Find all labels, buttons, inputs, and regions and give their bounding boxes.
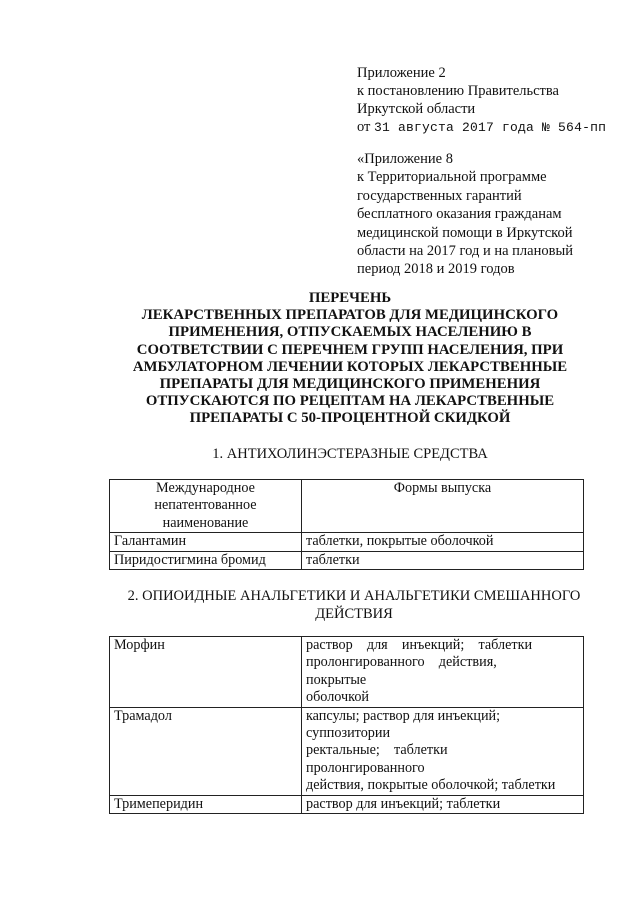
annex-line: государственных гарантий: [357, 187, 522, 204]
table-row: [110, 637, 584, 708]
header-line: наименование: [162, 514, 249, 531]
section-2-heading-line: ДЕЙСТВИЯ: [315, 606, 393, 622]
annex-line: к Территориальной программе: [357, 169, 547, 186]
section-2-heading-line: 2. ОПИОИДНЫЕ АНАЛЬГЕТИКИ И АНАЛЬГЕТИКИ СМЕШАННОГО: [127, 588, 581, 604]
table-row: [110, 795, 584, 813]
forms-line: оболочкой: [306, 689, 370, 706]
section-2-heading: [108, 587, 600, 623]
drug-name-cell: Пиридостигмина бромид: [110, 551, 302, 569]
title-line: ПРЕПАРАТЫ ДЛЯ МЕДИЦИНСКОГО ПРИМЕНЕНИЯ: [159, 376, 541, 393]
forms-line: суппозитории: [306, 725, 391, 742]
forms-line: раствор для инъекций; таблетки: [306, 637, 533, 653]
forms-line: капсулы; раствор для инъекций;: [306, 707, 501, 724]
table-header-row: [110, 480, 584, 533]
header-line: Международное: [156, 480, 255, 496]
document-title: [100, 290, 600, 428]
title-line: ЛЕКАРСТВЕННЫХ ПРЕПАРАТОВ ДЛЯ МЕДИЦИНСКОГО: [141, 307, 559, 324]
approval-date-prefix: от: [357, 119, 371, 135]
title-line: АМБУЛАТОРНОМ ЛЕЧЕНИИ КОТОРЫХ ЛЕКАРСТВЕННЫЕ: [132, 358, 568, 375]
annex-line: «Приложение 8: [357, 151, 453, 167]
drug-name-cell: Тримеперидин: [110, 795, 302, 813]
table-row: [110, 551, 584, 569]
title-line: СООТВЕТСТВИИ С ПЕРЕЧНЕМ ГРУПП НАСЕЛЕНИЯ, ПРИ: [136, 341, 564, 358]
title-line: ПРИМЕНЕНИЯ, ОТПУСКАЕМЫХ НАСЕЛЕНИЮ В: [168, 324, 532, 341]
header-cell-forms: Формы выпуска: [302, 480, 584, 533]
approval-line: Приложение 2: [357, 65, 446, 81]
title-line: ПРЕПАРАТЫ С 50-ПРОЦЕНТНОЙ СКИДКОЙ: [189, 410, 511, 427]
drug-name-cell: Трамадол: [110, 707, 302, 795]
section-1-heading: 1. АНТИХОЛИНЭСТЕРАЗНЫЕ СРЕДСТВА: [212, 446, 488, 462]
drug-name-cell: Морфин: [110, 637, 302, 708]
drug-forms-cell: таблетки: [302, 551, 584, 569]
header-cell-name: [110, 480, 302, 533]
title-line: ОТПУСКАЮТСЯ ПО РЕЦЕПТАМ НА ЛЕКАРСТВЕННЫЕ: [145, 393, 555, 410]
forms-line: покрытые: [306, 671, 367, 688]
annex-line: период 2018 и 2019 годов: [357, 261, 515, 278]
approval-block: [357, 64, 606, 137]
section-1-table: [109, 479, 584, 570]
annex-line: медицинской помощи в Иркутской: [357, 224, 573, 241]
annex-block: [357, 150, 617, 279]
forms-line: раствор для инъекций; таблетки: [306, 795, 501, 812]
header-line: непатентованное: [154, 497, 257, 514]
approval-date-typed: 31 августа 2017 года № 564-пп: [374, 120, 607, 135]
annex-line: области на 2017 год и на плановый: [357, 243, 573, 260]
approval-line: Иркутской области: [357, 101, 476, 117]
title-line: ПЕРЕЧЕНЬ: [308, 290, 392, 306]
forms-line: действия, покрытые оболочкой; таблетки: [306, 777, 556, 794]
table-row: [110, 707, 584, 795]
drug-forms-cell: [302, 637, 584, 708]
table-row: [110, 533, 584, 551]
forms-line: пролонгированного: [306, 759, 425, 776]
annex-line: бесплатного оказания гражданам: [357, 206, 562, 223]
approval-line: к постановлению Правительства: [357, 83, 559, 99]
drug-forms-cell: таблетки, покрытые оболочкой: [302, 533, 584, 551]
drug-name-cell: Галантамин: [110, 533, 302, 551]
section-2-table: [109, 636, 584, 814]
drug-forms-cell: [302, 707, 584, 795]
forms-line: ректальные; таблетки: [306, 742, 448, 759]
forms-line: пролонгированного действия,: [306, 654, 497, 671]
approval-date-line: [357, 118, 606, 137]
drug-forms-cell: [302, 795, 584, 813]
